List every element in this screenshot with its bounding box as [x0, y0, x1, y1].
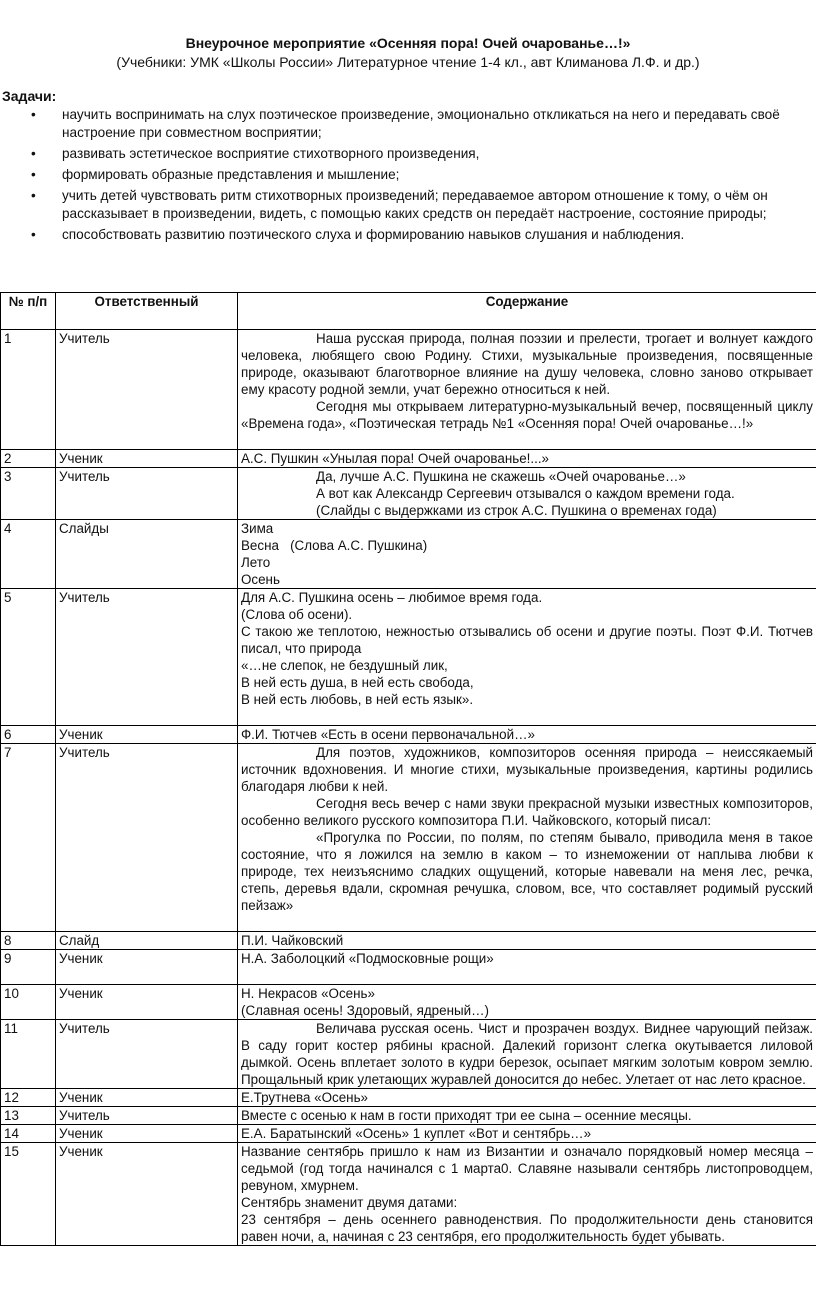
content-line: (Славная осень! Здоровый, ядреный…) [241, 1002, 813, 1019]
row-num: 4 [1, 520, 56, 589]
row-responsible: Учитель [56, 744, 238, 932]
row-responsible: Ученик [56, 950, 238, 985]
bullet-icon: • [31, 145, 36, 163]
bullet-icon: • [31, 187, 36, 205]
row-responsible: Ученик [56, 450, 238, 468]
table-row [1, 950, 816, 985]
row-content [238, 1143, 816, 1246]
row-content: А.С. Пушкин «Унылая пора! Очей очарованье!...» [238, 450, 816, 468]
table-row [1, 1125, 816, 1143]
bullet-icon: • [31, 226, 36, 244]
header-num: № п/п [1, 293, 56, 330]
list-item: • развивать эстетическое восприятие стихотворного произведения, [0, 145, 816, 163]
content-paragraph: Наша русская природа, полная поэзии и прелести, трогает и волнует каждого человека, любящего свою Родину. Стихи, музыкальные произведения, посвященные природе, оказывают благотворное влияние на душу человека, словно заново открывает ему красоту родной земли, учат бережно относиться к ней. [241, 330, 813, 398]
content-line: Н. Некрасов «Осень» [241, 985, 813, 1002]
content-line: Сентябрь знаменит двумя датами: [241, 1194, 813, 1211]
title-block [0, 34, 816, 72]
row-responsible: Учитель [56, 468, 238, 520]
content-paragraph: С такою же теплотою, нежностью отзывались об осени и другие поэты. Поэт Ф.И. Тютчев писал, что природа [241, 623, 813, 657]
content-paragraph: Для поэтов, художников, композиторов осенняя природа – неиссякаемый источник вдохновения. И многие стихи, музыкальные произведения, картины родились благодаря любви к ней. [241, 744, 813, 795]
header-content: Содержание [238, 293, 816, 330]
row-num: 2 [1, 450, 56, 468]
row-content [238, 744, 816, 932]
content-paragraph: Сегодня мы открываем литературно-музыкальный вечер, посвященный циклу «Времена года», «Поэтическая тетрадь №1 «Осенняя пора! Очей очарованье…!» [241, 398, 813, 432]
program-table [0, 292, 816, 1246]
row-num: 8 [1, 932, 56, 950]
list-item: • формировать образные представления и мышление; [0, 166, 816, 184]
table-row [1, 1107, 816, 1125]
table-row [1, 932, 816, 950]
row-num: 3 [1, 468, 56, 520]
header-responsible: Ответственный [56, 293, 238, 330]
row-content [238, 520, 816, 589]
content-line: «…не слепок, не бездушный лик, [241, 657, 813, 674]
table-row [1, 985, 816, 1020]
content-paragraph: Сегодня весь вечер с нами звуки прекрасной музыки известных композиторов, особенно великого русского композитора П.И. Чайковского, который писал: [241, 795, 813, 829]
content-line: Зима [241, 520, 813, 537]
row-num: 13 [1, 1107, 56, 1125]
content-line: А вот как Александр Сергеевич отзывался о каждом времени года. [241, 485, 813, 502]
content-paragraph: «Прогулка по России, по полям, по степям бывало, приводила меня в такое состояние, что я ложился на землю в каком – то изнеможении от наплыва любви к природе, тех неизъяснимо сладких ощущений, которые навевали на меня лес, речка, степь, деревья вдали, скромная речушка, словом, все, что составляет родимый русский пейзаж» [241, 829, 813, 914]
table-row [1, 520, 816, 589]
row-responsible: Ученик [56, 1143, 238, 1246]
row-content [238, 468, 816, 520]
row-content: Н.А. Заболоцкий «Подмосковные рощи» [238, 950, 816, 985]
row-content [238, 330, 816, 450]
table-row [1, 589, 816, 726]
row-num: 9 [1, 950, 56, 985]
row-num: 5 [1, 589, 56, 726]
table-header-row [1, 293, 816, 330]
table-row [1, 1020, 816, 1089]
content-paragraph: Величава русская осень. Чист и прозрачен воздух. Виднее чарующий пейзаж. В саду горит костер рябины красной. Далекий горизонт слегка окутывается лиловой дымкой. Осень вплетает золото в кудри березок, осыпает мягким золотым ковром землю. Прощальный крик улетающих журавлей доносится до небес. Улетает от нас лето красное. [241, 1020, 813, 1088]
content-paragraph: Название сентябрь пришло к нам из Византии и означало порядковый номер месяца – седьмой (год тогда начинался с 1 марта0. Славяне называли сентябрь листопроводцем, ревуном, хмурнем. [241, 1143, 813, 1194]
content-paragraph: 23 сентября – день осеннего равноденствия. По продолжительности день становится равен ночи, а, начиная с 23 сентября, его продолжительность будет убывать. [241, 1211, 813, 1245]
content-line: Лето [241, 554, 813, 571]
bullet-icon: • [31, 166, 36, 184]
row-responsible: Учитель [56, 1020, 238, 1089]
row-responsible: Учитель [56, 330, 238, 450]
table-row [1, 1089, 816, 1107]
row-responsible: Учитель [56, 1107, 238, 1125]
content-line: Да, лучше А.С. Пушкина не скажешь «Очей очарованье…» [241, 468, 813, 485]
row-content [238, 985, 816, 1020]
row-content [238, 1020, 816, 1089]
row-content: Е.А. Баратынский «Осень» 1 куплет «Вот и сентябрь…» [238, 1125, 816, 1143]
table-row [1, 744, 816, 932]
row-content: Вместе с осенью к нам в гости приходят три ее сына – осенние месяцы. [238, 1107, 816, 1125]
document-subtitle: (Учебники: УМК «Школы России» Литературное чтение 1-4 кл., авт Климанова Л.Ф. и др.) [0, 53, 816, 72]
tasks-list [0, 106, 816, 244]
row-responsible: Ученик [56, 985, 238, 1020]
bullet-icon: • [31, 106, 36, 124]
row-responsible: Ученик [56, 1125, 238, 1143]
document-title: Внеурочное мероприятие «Осенняя пора! Очей очарованье…!» [0, 34, 816, 53]
row-num: 12 [1, 1089, 56, 1107]
row-num: 7 [1, 744, 56, 932]
row-num: 15 [1, 1143, 56, 1246]
row-responsible: Ученик [56, 726, 238, 744]
content-line: (Слова об осени). [241, 606, 813, 623]
list-item: • научить воспринимать на слух поэтическое произведение, эмоционально откликаться на него и передавать своё настроение при совместном восприятии; [0, 106, 816, 142]
list-item: • учить детей чувствовать ритм стихотворных произведений; передаваемое автором отношение к тому, о чём он рассказывает в произведении, видеть, с помощью каких средств он передаёт настроение, состояние природы; [0, 187, 816, 223]
row-num: 10 [1, 985, 56, 1020]
table-row [1, 330, 816, 450]
content-line: Весна (Слова А.С. Пушкина) [241, 537, 813, 554]
row-num: 14 [1, 1125, 56, 1143]
row-responsible: Учитель [56, 589, 238, 726]
row-content: Е.Трутнева «Осень» [238, 1089, 816, 1107]
list-item: • способствовать развитию поэтического слуха и формированию навыков слушания и наблюдения. [0, 226, 816, 244]
table-row [1, 726, 816, 744]
row-content: Ф.И. Тютчев «Есть в осени первоначальной…» [238, 726, 816, 744]
content-line: Осень [241, 571, 813, 588]
row-num: 11 [1, 1020, 56, 1089]
row-responsible: Ученик [56, 1089, 238, 1107]
content-line: В ней есть любовь, в ней есть язык». [241, 691, 813, 708]
content-line: В ней есть душа, в ней есть свобода, [241, 674, 813, 691]
table-row [1, 468, 816, 520]
content-line: (Слайды с выдержками из строк А.С. Пушкина о временах года) [241, 502, 813, 519]
row-num: 1 [1, 330, 56, 450]
table-row [1, 1143, 816, 1246]
row-content: П.И. Чайковский [238, 932, 816, 950]
row-num: 6 [1, 726, 56, 744]
tasks-heading: Задачи: [2, 88, 816, 104]
row-content [238, 589, 816, 726]
row-responsible: Слайд [56, 932, 238, 950]
table-row [1, 450, 816, 468]
content-line: Для А.С. Пушкина осень – любимое время года. [241, 589, 813, 606]
row-responsible: Слайды [56, 520, 238, 589]
